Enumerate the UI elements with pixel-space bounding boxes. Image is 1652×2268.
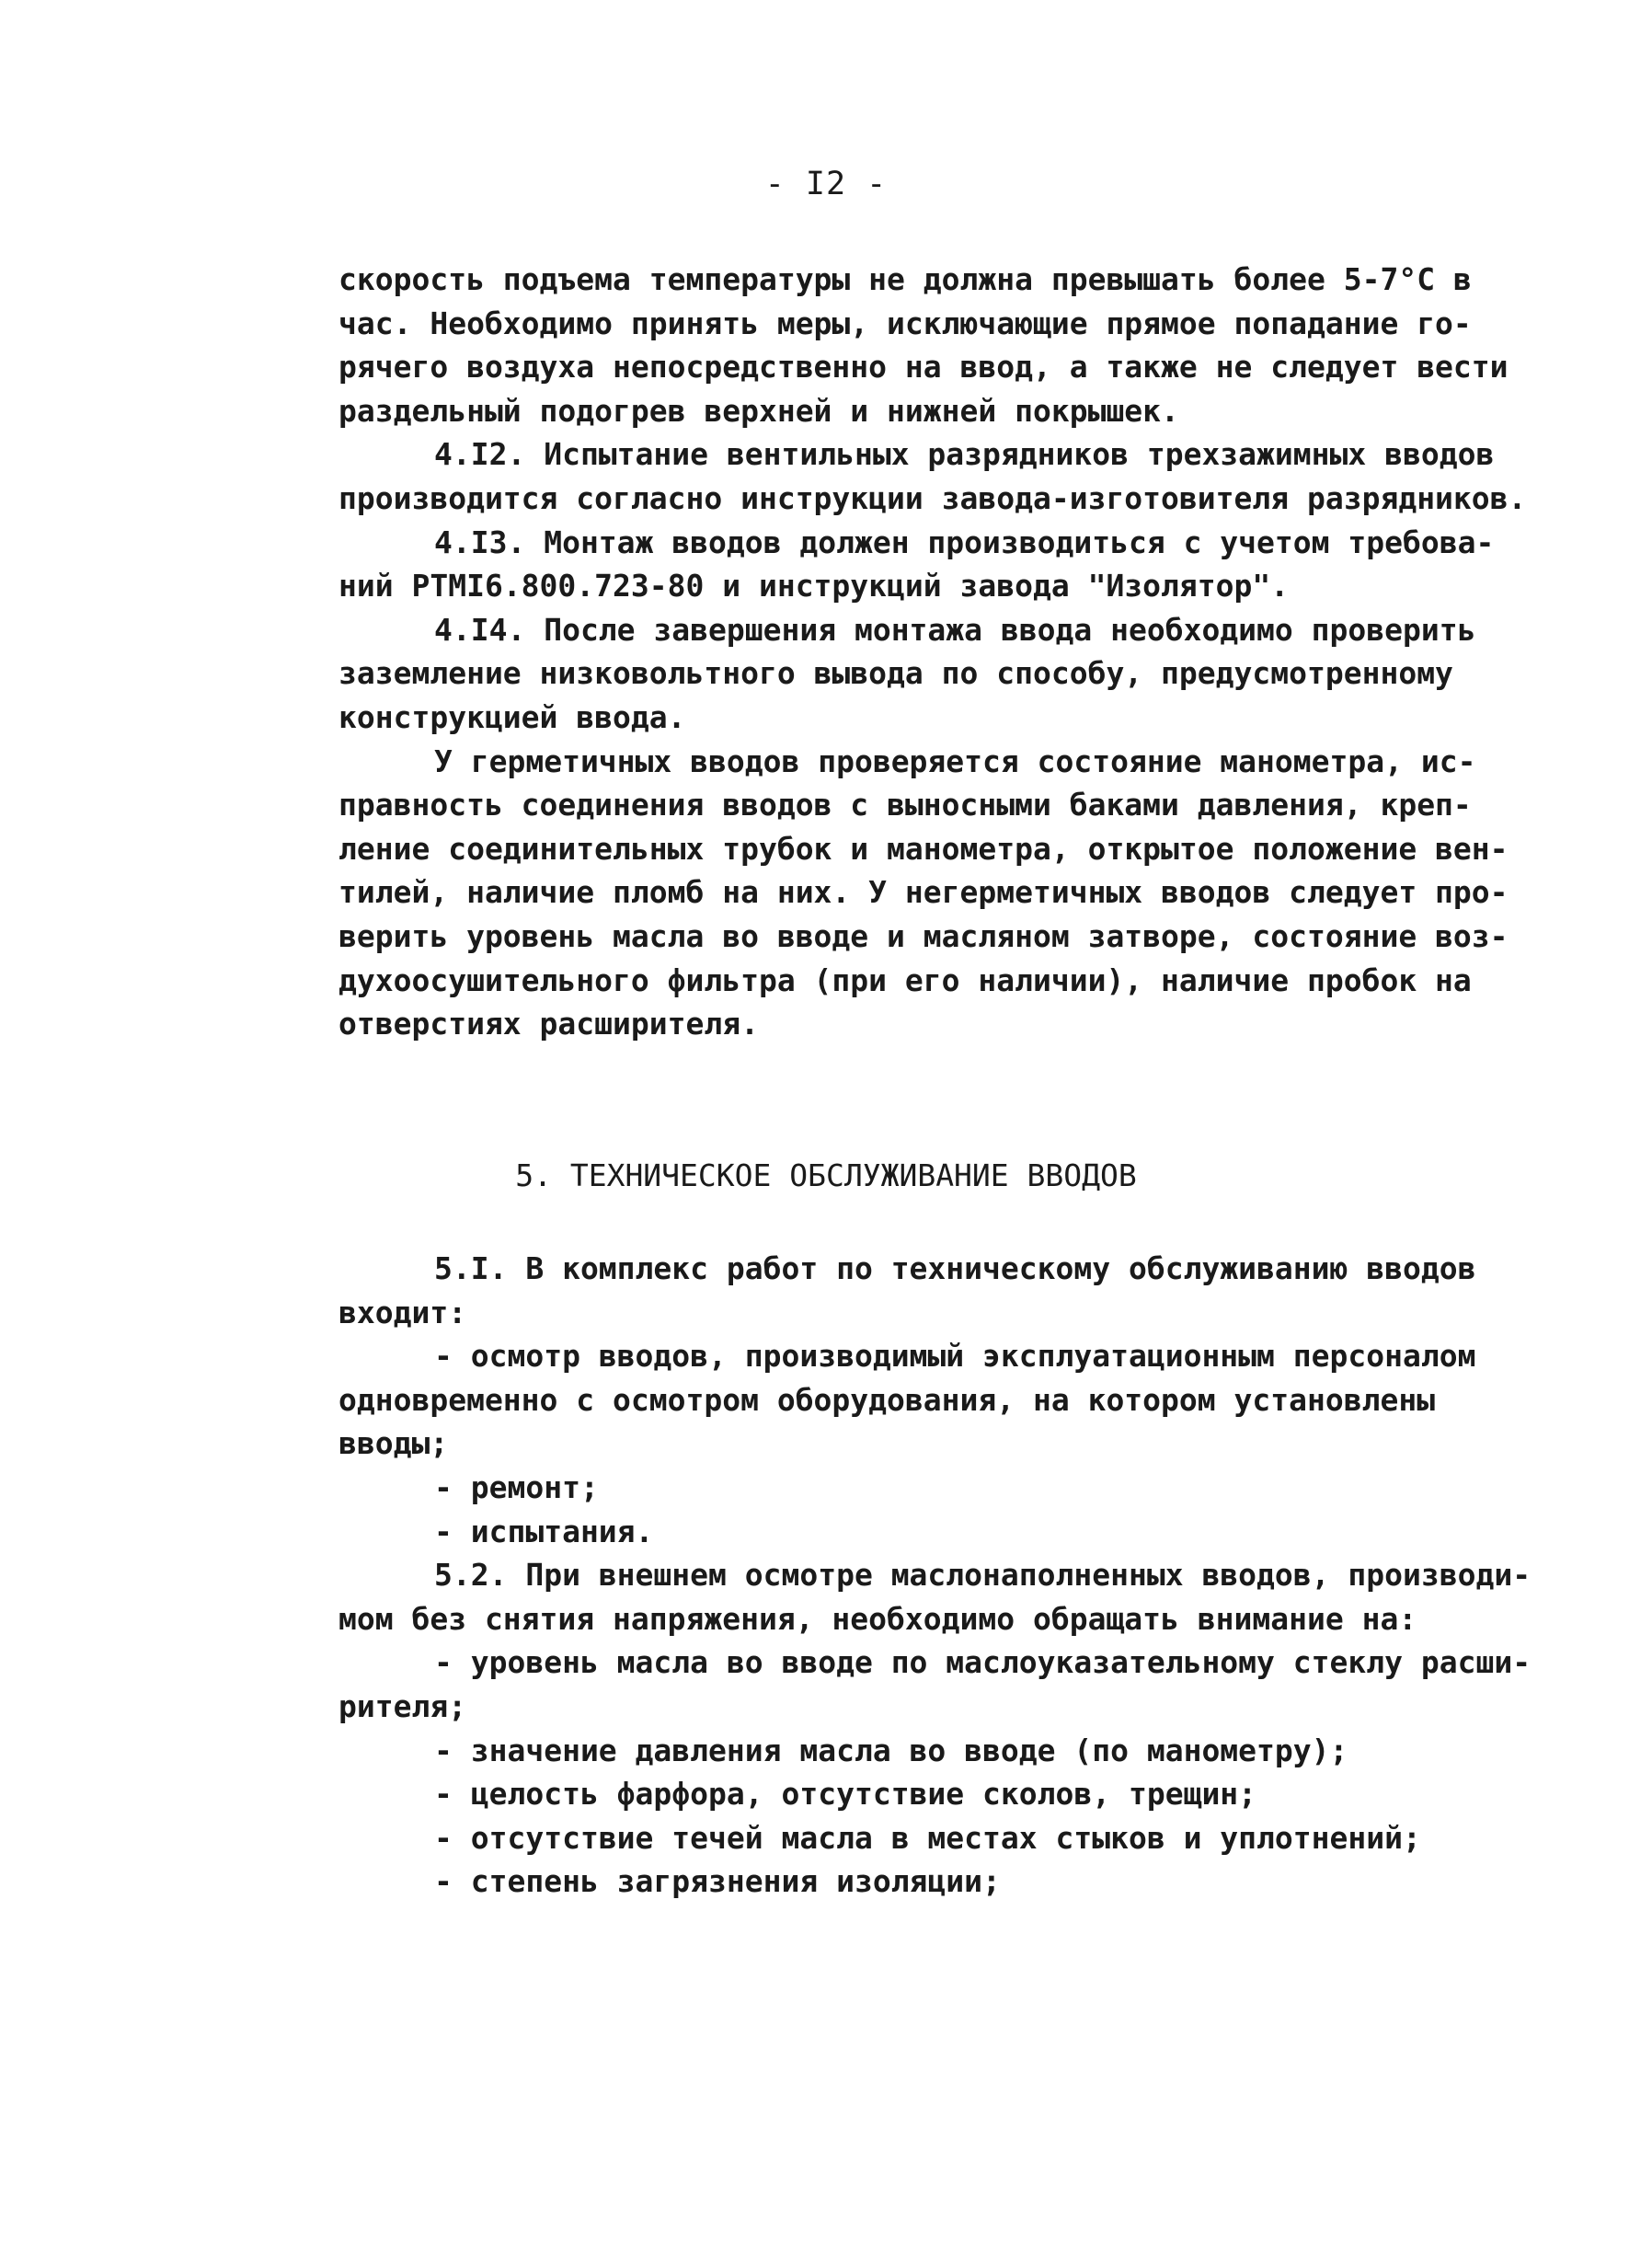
text-line: - ремонт; <box>434 1468 599 1505</box>
text-line: 4.I4. После завершения монтажа ввода необходимо проверить <box>434 611 1476 648</box>
text-line: тилей, наличие пломб на них. У негерметичных вводов следует про- <box>338 874 1509 911</box>
text-line: духоосушительного фильтра (при его наличии), наличие пробок на <box>338 961 1472 998</box>
text-line: 5.I. В комплекс работ по техническому обслуживанию вводов <box>434 1250 1476 1286</box>
text-line: заземление низковольтного вывода по способу, предусмотренному <box>338 655 1453 692</box>
text-line: правность соединения вводов с выносными баками давления, креп- <box>338 787 1472 823</box>
text-line: одновременно с осмотром оборудования, на котором установлены <box>338 1381 1436 1418</box>
text-line: 4.I3. Монтаж вводов должен производиться с учетом требова- <box>434 524 1495 560</box>
text-line: производится согласно инструкции завода-изготовителя разрядников. <box>338 479 1527 516</box>
text-line: входит: <box>338 1294 467 1330</box>
text-line: скорость подъема температуры не должна превышать более 5-7°С в <box>338 261 1472 297</box>
text-line: отверстиях расширителя. <box>338 1006 759 1042</box>
text-line: - целость фарфора, отсутствие сколов, трещин; <box>434 1776 1257 1813</box>
text-line: рячего воздуха непосредственно на ввод, а также не следует вести <box>338 349 1509 386</box>
text-line: мом без снятия напряжения, необходимо обращать внимание на: <box>338 1600 1417 1637</box>
text-line: ний РТМI6.800.723-80 и инструкций завода "Изолятор". <box>338 568 1290 604</box>
body-text-bottom <box>338 1247 1534 1904</box>
text-line: конструкцией ввода. <box>338 698 686 735</box>
section-heading: 5. ТЕХНИЧЕСКОЕ ОБСЛУЖИВАНИЕ ВВОДОВ <box>515 1157 1137 1193</box>
text-line: У герметичных вводов проверяется состояние манометра, ис- <box>434 743 1476 779</box>
text-line: - значение давления масла во вводе (по манометру); <box>434 1732 1348 1768</box>
text-line: - испытания. <box>434 1513 654 1549</box>
text-line: - уровень масла во вводе по маслоуказательному стеклу расши- <box>434 1644 1532 1681</box>
text-line: вводы; <box>338 1425 449 1462</box>
text-line: верить уровень масла во вводе и масляном затворе, состояние воз- <box>338 917 1509 954</box>
text-line: - осмотр вводов, производимый эксплуатационным персоналом <box>434 1338 1476 1375</box>
text-line: 5.2. При внешнем осмотре маслонаполненных вводов, производи- <box>434 1557 1532 1594</box>
text-line: - отсутствие течей масла в местах стыков и уплотнений; <box>434 1819 1421 1856</box>
text-line: рителя; <box>338 1687 467 1724</box>
page-number: - I2 - <box>764 166 888 202</box>
text-line: ление соединительных трубок и манометра, открытое положение вен- <box>338 830 1509 867</box>
body-text-top <box>338 258 1525 1046</box>
text-line: час. Необходимо принять меры, исключающие прямое попадание го- <box>338 305 1472 341</box>
text-line: - степень загрязнения изоляции; <box>434 1863 1001 1900</box>
text-line: 4.I2. Испытание вентильных разрядников трехзажимных вводов <box>434 436 1495 473</box>
text-line: раздельный подогрев верхней и нижней покрышек. <box>338 392 1179 429</box>
